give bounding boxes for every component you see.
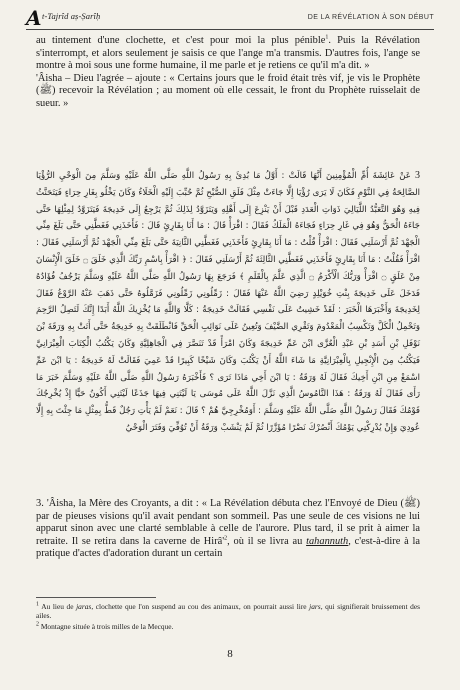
- footnote-ref-2: 2: [224, 535, 228, 542]
- footnote-1-text-a: Au lieu de: [39, 602, 77, 611]
- paragraph-1-text-a: au tintement d'une clochette, et c'est pour moi la plus pénible: [36, 35, 326, 46]
- book-logo-initial: A: [26, 6, 42, 30]
- term-tahannuth: tahannuth: [306, 535, 349, 547]
- footnote-2: [36, 622, 420, 631]
- paragraph-1: [36, 35, 420, 111]
- paragraph-3-text-d: , c'est-à-dire à la pratique d'actes d'adoration durant un certain: [36, 535, 421, 560]
- footnote-ref-1: 1: [325, 34, 329, 41]
- paragraph-1-text-b: . Puis la Révélation s'interrompt, et alors seulement je saisis ce que l'ange m'a transmis. D'autres fois, l'ange se montre à moi sous une forme humaine, il me parle et je retiens ce qu'il m'a dit. »: [36, 35, 420, 72]
- paragraph-3-text-a: 3. 'Âisha, la Mère des Croyants, a dit : « La Révélation débuta chez l'Envoyé de Dieu (ﷺ) par de pieuses visions qu'il avait pendant son sommeil. Pas une seule de ces visions ne lui apparut sinon avec une clarté semblable à celle de l'aurore. Plus tard, il se prit à aimer la retraite. Il se retira dans la caverne de Hirâ': [36, 498, 420, 547]
- arabic-hadith-text: [36, 168, 420, 437]
- footnote-2-text: Montagne située à trois milles de la Mecque.: [39, 622, 174, 631]
- footnote-1-term-jars: jars: [309, 602, 321, 611]
- paragraph-3: [36, 498, 420, 561]
- page-number: 8: [227, 648, 233, 660]
- footnote-2-number: 2: [36, 621, 39, 628]
- footnote-1-text-c: , clochette que l'on suspend au cou des animaux, on pourrait aussi lire: [91, 602, 310, 611]
- footnote-rule: [36, 597, 156, 598]
- footnote-1-term-jaras: jaras: [76, 602, 92, 611]
- footnote-1-text-e: , qui signifierait bruissement des ailes.: [36, 602, 420, 620]
- header-rule: [26, 29, 434, 30]
- footnote-1: [36, 602, 420, 620]
- paragraph-3-text-b: , où il se livra au: [227, 535, 307, 547]
- footnote-1-number: 1: [36, 601, 39, 608]
- hadith-number: 3: [415, 170, 420, 181]
- arabic-body: عَنْ عَائِشَةَ أُمِّ الْمُؤْمِنِينَ أَنَّهَا قَالَتْ : أَوَّلُ مَا بُدِئَ بِهِ رَسُولُ اللَّهِ صَلَّى اللَّهُ عَلَيْهِ وَسَلَّمَ مِنَ الْوَحْيِ الرُّؤْيَا الصَّالِحَةُ فِي النَّوْمِ فَكَانَ لَا يَرَى رُؤْيَا إِلَّا جَاءَتْ مِثْلَ فَلَقِ الصُّبْحِ ثُمَّ حُبِّبَ إِلَيْهِ الْخَلَاءُ وَكَانَ يَخْلُو بِغَارِ حِرَاءٍ فَيَتَحَنَّثُ فِيهِ وَهُوَ التَّعَبُّدُ اللَّيَالِيَ ذَوَاتِ الْعَدَدِ قَبْلَ أَنْ يَنْزِعَ إِلَى أَهْلِهِ وَيَتَزَوَّدُ لِذَلِكَ ثُمَّ يَرْجِعُ إِلَى خَدِيجَةَ فَيَتَزَوَّدُ لِمِثْلِهَا حَتَّى جَاءَهُ الْحَقُّ وَهُوَ فِي غَارِ حِرَاءٍ فَجَاءَهُ الْمَلَكُ فَقَالَ : اقْرَأْ قَالَ : مَا أَنَا بِقَارِئٍ قَالَ : فَأَخَذَنِي فَغَطَّنِي حَتَّى بَلَغَ مِنِّي الْجَهْدَ ثُمَّ أَرْسَلَنِي فَقَالَ : اقْرَأْ قُلْتُ : مَا أَنَا بِقَارِئٍ فَأَخَذَنِي فَغَطَّنِي الثَّانِيَةَ حَتَّى بَلَغَ مِنِّي الْجَهْدَ ثُمَّ أَرْسَلَنِي فَقَالَ : اقْرَأْ فَقُلْتُ : مَا أَنَا بِقَارِئٍ فَأَخَذَنِي فَغَطَّنِي الثَّالِثَةَ ثُمَّ أَرْسَلَنِي فَقَالَ : ﴿ اقْرَأْ بِاسْمِ رَبِّكَ الَّذِي خَلَقَ ۝ خَلَقَ الْإِنْسَانَ مِنْ عَلَقٍ ۝ اقْرَأْ وَرَبُّكَ الْأَكْرَمُ ۝ الَّذِي عَلَّمَ بِالْقَلَمِ ﴾ فَرَجَعَ بِهَا رَسُولُ اللَّهِ صَلَّى اللَّهُ عَلَيْهِ وَسَلَّمَ يَرْجُفُ فُؤَادُهُ فَدَخَلَ عَلَى خَدِيجَةَ بِنْتِ خُوَيْلِدٍ رَضِيَ اللَّهُ عَنْهَا فَقَالَ : زَمِّلُونِي زَمِّلُونِي فَزَمَّلُوهُ حَتَّى ذَهَبَ عَنْهُ الرَّوْعُ فَقَالَ لِخَدِيجَةَ وَأَخْبَرَهَا الْخَبَرَ : لَقَدْ خَشِيتُ عَلَى نَفْسِي فَقَالَتْ خَدِيجَةُ : كَلَّا وَاللَّهِ مَا يُخْزِيكَ اللَّهُ أَبَدًا إِنَّكَ لَتَصِلُ الرَّحِمَ وَتَحْمِلُ الْكَلَّ وَتَكْسِبُ الْمَعْدُومَ وَتَقْرِي الضَّيْفَ وَتُعِينُ عَلَى نَوَائِبِ الْحَقِّ فَانْطَلَقَتْ بِهِ خَدِيجَةُ حَتَّى أَتَتْ بِهِ وَرَقَةَ بْنَ نَوْفَلِ بْنِ أَسَدِ بْنِ عَبْدِ الْعُزَّى ابْنَ عَمِّ خَدِيجَةَ وَكَانَ امْرَأً قَدْ تَنَصَّرَ فِي الْجَاهِلِيَّةِ وَكَانَ يَكْتُبُ الْكِتَابَ الْعِبْرَانِيَّ فَيَكْتُبُ مِنَ الْإِنْجِيلِ بِالْعِبْرَانِيَّةِ مَا شَاءَ اللَّهُ أَنْ يَكْتُبَ وَكَانَ شَيْخًا كَبِيرًا قَدْ عَمِيَ فَقَالَتْ لَهُ خَدِيجَةُ : يَا ابْنَ عَمِّ اسْمَعْ مِنِ ابْنِ أَخِيكَ فَقَالَ لَهُ وَرَقَةُ : يَا ابْنَ أَخِي مَاذَا تَرَى ؟ فَأَخْبَرَهُ رَسُولُ اللَّهِ صَلَّى اللَّهُ عَلَيْهِ وَسَلَّمَ خَبَرَ مَا رَأَى فَقَالَ لَهُ وَرَقَةُ : هَذَا النَّامُوسُ الَّذِي نَزَّلَ اللَّهُ عَلَى مُوسَى يَا لَيْتَنِي فِيهَا جَذَعًا لَيْتَنِي أَكُونُ حَيًّا إِذْ يُخْرِجُكَ قَوْمُكَ فَقَالَ رَسُولُ اللَّهِ صَلَّى اللَّهُ عَلَيْهِ وَسَلَّمَ : أَوَمُخْرِجِيَّ هُمْ ؟ قَالَ : نَعَمْ لَمْ يَأْتِ رَجُلٌ قَطُّ بِمِثْلِ مَا جِئْتَ بِهِ إِلَّا عُودِيَ وَإِنْ يُدْرِكْنِي يَوْمُكَ أَنْصُرْكَ نَصْرًا مُؤَزَّرًا ثُمَّ لَمْ يَنْشَبْ وَرَقَةُ أَنْ تُوُفِّيَ وَفَتَرَ الْوَحْيُ: [36, 171, 420, 433]
- book-title: t-Tajrîd aṣ-Ṣarîḥ: [42, 11, 101, 21]
- chapter-title: DE LA RÉVÉLATION À SON DÉBUT: [307, 14, 434, 21]
- paragraph-2: 'Âisha – Dieu l'agrée – ajoute : « Certains jours que le froid était très vif, je vis le Prophète (ﷺ) recevoir la Révélation ; au moment où elle cessait, le front du Prophète ruisselait de sueur. »: [36, 72, 420, 109]
- footnotes: [36, 602, 420, 633]
